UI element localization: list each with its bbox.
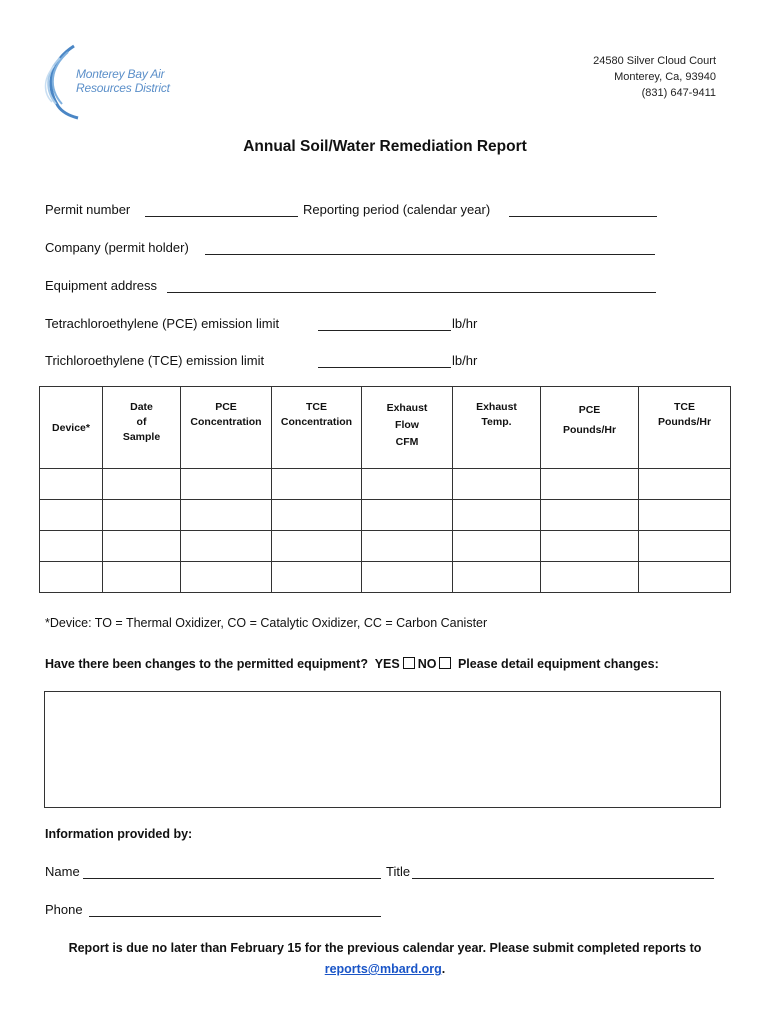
due-date-notice: Report is due no later than February 15 for the previous calendar year. Please submit completed reports to — [68, 941, 702, 955]
table-cell[interactable] — [40, 500, 103, 531]
table-cell[interactable] — [541, 500, 639, 531]
header-date-l3: Sample — [122, 431, 161, 443]
table-cell[interactable] — [40, 469, 103, 500]
tce-limit-field[interactable] — [318, 353, 451, 368]
changes-question — [45, 657, 659, 671]
header-pce-lbhr-l2: Pounds/Hr — [562, 424, 617, 436]
table-cell[interactable] — [639, 562, 731, 593]
header-pce-conc-l1: PCE — [215, 401, 237, 413]
table-cell[interactable] — [362, 562, 453, 593]
header-pce-conc-l2: Concentration — [190, 416, 262, 428]
permit-number-field[interactable] — [145, 202, 298, 217]
title-field[interactable] — [412, 864, 714, 879]
table-cell[interactable] — [541, 469, 639, 500]
header-flow-l1: Exhaust — [386, 402, 428, 414]
header-device — [40, 387, 103, 469]
table-cell[interactable] — [541, 531, 639, 562]
emissions-table — [39, 386, 731, 593]
table-cell[interactable] — [181, 469, 272, 500]
table-row — [40, 500, 731, 531]
table-row — [40, 562, 731, 593]
table-cell[interactable] — [639, 531, 731, 562]
address-street: 24580 Silver Cloud Court — [593, 55, 716, 67]
table-cell[interactable] — [103, 562, 181, 593]
header-temp-l1: Exhaust — [476, 401, 517, 413]
header-flow-l2: Flow — [395, 419, 419, 431]
info-heading: Information provided by: — [45, 827, 193, 841]
address-city: Monterey, Ca, 93940 — [614, 71, 716, 83]
equipment-address-label: Equipment address — [45, 278, 158, 293]
table-cell[interactable] — [453, 469, 541, 500]
reporting-period-field[interactable] — [509, 202, 657, 217]
equipment-address-field[interactable] — [167, 278, 656, 293]
table-cell[interactable] — [639, 469, 731, 500]
table-cell[interactable] — [272, 500, 362, 531]
header-date-l2: of — [136, 416, 147, 428]
table-row — [40, 469, 731, 500]
pce-limit-label: Tetrachloroethylene (PCE) emission limit — [45, 316, 280, 331]
header-device-text: Device* — [52, 421, 90, 434]
header-tce-conc-l1: TCE — [306, 401, 327, 413]
reporting-period-label: Reporting period (calendar year) — [303, 202, 491, 217]
table-cell[interactable] — [40, 531, 103, 562]
table-cell[interactable] — [362, 531, 453, 562]
company-label: Company (permit holder) — [45, 240, 189, 255]
header-flow-l3: CFM — [395, 436, 419, 448]
table-row — [40, 531, 731, 562]
table-cell[interactable] — [453, 531, 541, 562]
header-date-l1: Date — [130, 401, 153, 413]
table-cell[interactable] — [272, 469, 362, 500]
name-label: Name — [45, 864, 80, 879]
phone-label: Phone — [45, 902, 83, 917]
header-exhaust-flow — [362, 387, 453, 469]
email-period: . — [441, 962, 446, 976]
tce-unit-label: lb/hr — [452, 353, 478, 368]
table-cell[interactable] — [272, 531, 362, 562]
logo-text-line2: Resources District — [76, 81, 170, 95]
reports-email-link[interactable]: reports@mbard.org — [324, 962, 442, 976]
permit-number-label: Permit number — [45, 202, 131, 217]
tce-limit-label: Trichloroethylene (TCE) emission limit — [45, 353, 265, 368]
page-title: Annual Soil/Water Remediation Report — [243, 138, 527, 155]
device-note: *Device: TO = Thermal Oxidizer, CO = Catalytic Oxidizer, CC = Carbon Canister — [45, 616, 488, 630]
header-temp-l2: Temp. — [481, 416, 512, 428]
logo-text-line1: Monterey Bay Air — [76, 67, 165, 81]
table-cell[interactable] — [103, 469, 181, 500]
table-cell[interactable] — [103, 500, 181, 531]
header-tce-lbhr-l2: Pounds/Hr — [657, 416, 712, 428]
name-field[interactable] — [83, 864, 381, 879]
table-cell[interactable] — [181, 531, 272, 562]
table-cell[interactable] — [453, 500, 541, 531]
title-label: Title — [386, 864, 411, 879]
header-pce-conc — [181, 387, 272, 469]
equipment-changes-textarea[interactable] — [44, 691, 721, 808]
phone-field[interactable] — [89, 902, 381, 917]
table-cell[interactable] — [541, 562, 639, 593]
detail-label: Please detail equipment changes: — [457, 657, 659, 671]
address-phone: (831) 647-9411 — [641, 87, 716, 99]
table-cell[interactable] — [181, 562, 272, 593]
header-tce-lbhr — [639, 387, 731, 469]
district-logo — [40, 44, 170, 120]
header-tce-conc — [272, 387, 362, 469]
header-tce-lbhr-l1: TCE — [674, 401, 695, 413]
header-tce-conc-l2: Concentration — [280, 416, 353, 428]
table-cell[interactable] — [639, 500, 731, 531]
yes-checkbox[interactable] — [403, 657, 415, 669]
yes-label: YES — [374, 657, 400, 671]
no-checkbox[interactable] — [439, 657, 451, 669]
table-header-row — [40, 387, 731, 469]
pce-limit-field[interactable] — [318, 316, 451, 331]
table-cell[interactable] — [103, 531, 181, 562]
header-exhaust-temp — [453, 387, 541, 469]
table-cell[interactable] — [272, 562, 362, 593]
header-date — [103, 387, 181, 469]
table-cell[interactable] — [362, 500, 453, 531]
pce-unit-label: lb/hr — [452, 316, 478, 331]
table-cell[interactable] — [362, 469, 453, 500]
logo-swoosh-icon — [40, 44, 80, 120]
header-pce-lbhr-l1: PCE — [578, 404, 601, 416]
changes-question-text: Have there been changes to the permitted equipment? — [45, 657, 368, 671]
company-field[interactable] — [205, 240, 655, 255]
no-label: NO — [417, 657, 437, 671]
table-cell[interactable] — [181, 500, 272, 531]
header-pce-lbhr — [541, 387, 639, 469]
table-cell[interactable] — [453, 562, 541, 593]
table-cell[interactable] — [40, 562, 103, 593]
email-line — [0, 962, 770, 976]
